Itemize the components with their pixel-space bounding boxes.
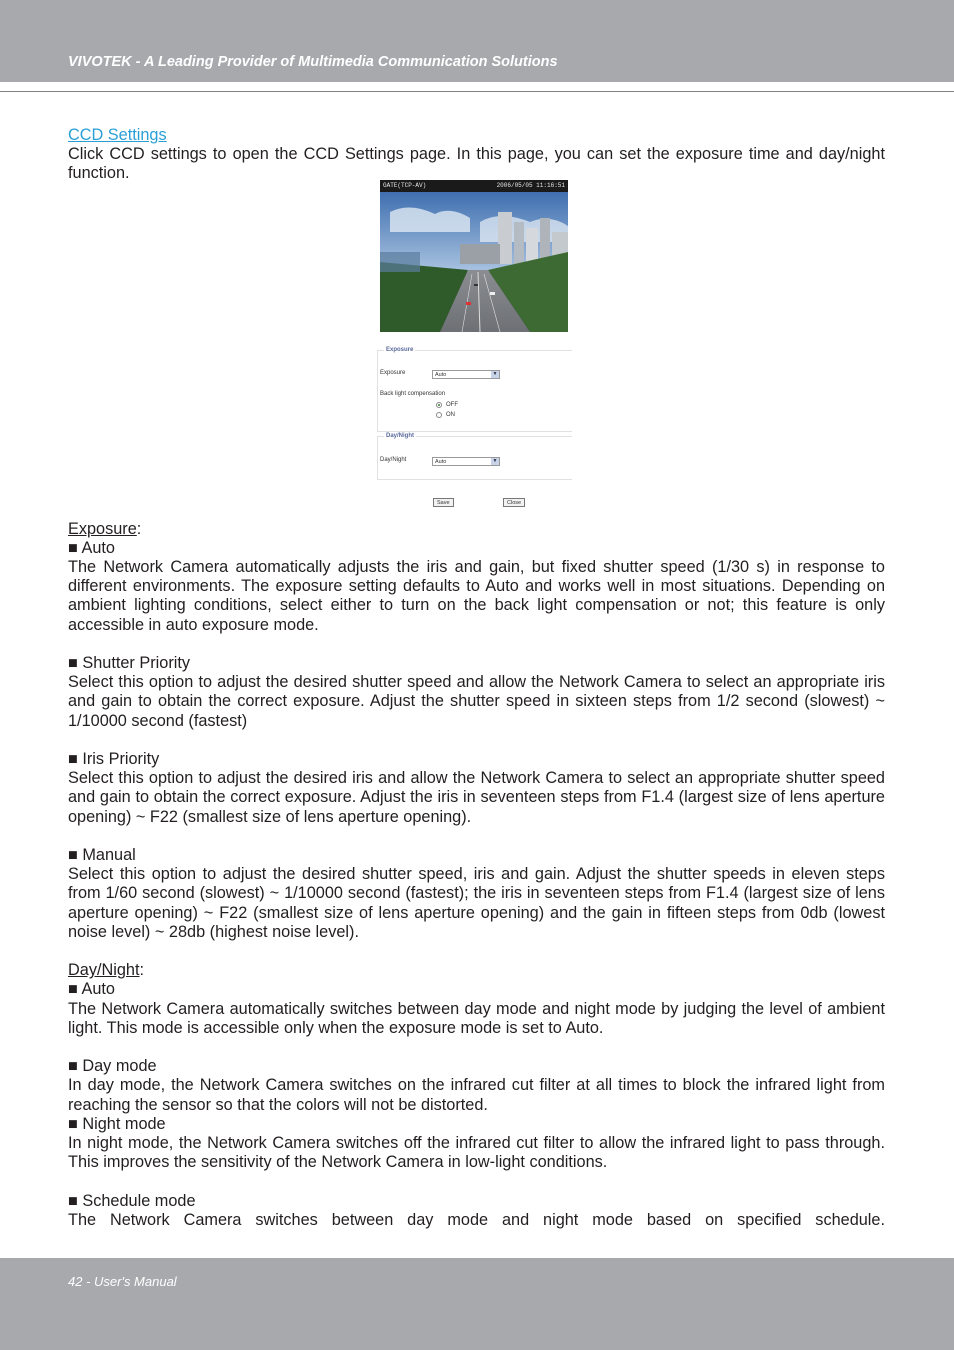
backlight-on-radio[interactable] [436, 412, 442, 418]
daynight-auto-title: ■ Auto [68, 980, 115, 999]
daynight-fieldset [377, 433, 572, 480]
exposure-select[interactable]: Auto ▼ [432, 370, 500, 379]
ccd-settings-link[interactable]: CCD Settings [68, 126, 167, 144]
chevron-down-icon: ▼ [492, 458, 498, 464]
close-button[interactable]: Close [503, 498, 525, 507]
exposure-auto-title: ■ Auto [68, 538, 115, 557]
exposure-auto-text: The Network Camera automatically adjusts the iris and gain, but fixed shutter speed (1/30 s) in response to different environments. The exposure setting defaults to Auto and works well in most situations. Depending on ambient lighting conditions, select either to turn on the back light compensation or not; this feature is only accessible in auto exposure mode. [68, 558, 885, 634]
iris-priority-title: ■ Iris Priority [68, 750, 160, 769]
manual-text: Select this option to adjust the desired shutter speed, iris and gain. Adjust the shutter speeds in eleven steps from 1/60 second (slowest) ~ 1/10000 second (fastest); the iris in seventeen steps from F1.4 (largest size of lens aperture opening) ~ F22 (smallest size of lens aperture opening) and the gain in fifteen steps from 0db (lowest noise level) ~ 28db (highest noise level). [68, 865, 885, 941]
live-video-image [380, 192, 568, 332]
footer-page-label: 42 - User's Manual [68, 1274, 177, 1289]
video-timestamp: 2006/05/05 11:16:51 [496, 182, 565, 189]
shutter-priority-title: ■ Shutter Priority [68, 654, 191, 673]
video-caption-bar [380, 180, 568, 192]
ccd-settings-screenshot [375, 178, 573, 514]
save-button[interactable]: Save [433, 498, 454, 507]
daynight-heading: Day/Night: [68, 961, 145, 980]
header-divider [0, 91, 954, 92]
radio-off-label: OFF [446, 402, 458, 408]
header-title: VIVOTEK - A Leading Provider of Multimedia Communication Solutions [68, 54, 558, 70]
night-mode-text: In night mode, the Network Camera switches off the infrared cut filter to allow the infrared light to pass through. This improves the sensitivity of the Network Camera in low-light conditions. [68, 1134, 885, 1172]
schedule-mode-title: ■ Schedule mode [68, 1191, 196, 1210]
day-mode-text: In day mode, the Network Camera switches on the infrared cut filter at all times to block the infrared light from reaching the sensor so that the colors will not be distorted. [68, 1076, 885, 1114]
shutter-priority-text: Select this option to adjust the desired shutter speed and allow the Network Camera to select an appropriate iris and gain to obtain the correct exposure. Adjust the shutter speed in sixteen steps from 1/2 second (slowest) ~ 1/10000 second (fastest) [68, 673, 885, 730]
page-footer [0, 1258, 954, 1350]
radio-on-label: ON [446, 412, 455, 418]
exposure-legend: Exposure [386, 347, 414, 353]
schedule-mode-text: The Network Camera switches between day mode and night mode based on specified schedule. [68, 1210, 885, 1229]
exposure-fieldset [377, 347, 572, 432]
backlight-off-radio[interactable] [436, 402, 442, 408]
backlight-label: Back light compensation [380, 391, 446, 397]
exposure-field-label: Exposure [380, 370, 406, 376]
night-mode-title: ■ Night mode [68, 1114, 166, 1133]
daynight-auto-text: The Network Camera automatically switches between day mode and night mode by judging the level of ambient light. This mode is accessible only when the exposure mode is set to Auto. [68, 999, 885, 1037]
exposure-heading: Exposure: [68, 519, 142, 538]
settings-form [377, 344, 571, 514]
camera-name: GATE(TCP-AV) [383, 182, 427, 189]
page-header [0, 0, 954, 82]
day-mode-title: ■ Day mode [68, 1057, 157, 1076]
chevron-down-icon: ▼ [492, 371, 498, 377]
daynight-select[interactable]: Auto ▼ [432, 457, 500, 466]
intro-paragraph: Click CCD settings to open the CCD Settings page. In this page, you can set the exposure time and day/night function. [68, 145, 885, 183]
daynight-legend: Day/Night [386, 433, 415, 439]
manual-title: ■ Manual [68, 846, 136, 865]
iris-priority-text: Select this option to adjust the desired iris and allow the Network Camera to select an appropriate shutter speed and gain to obtain the correct exposure. Adjust the iris in seventeen steps from F1.4 (largest size of lens aperture opening) ~ F22 (smallest size of lens aperture opening). [68, 769, 885, 826]
daynight-field-label: Day/Night [380, 457, 407, 463]
